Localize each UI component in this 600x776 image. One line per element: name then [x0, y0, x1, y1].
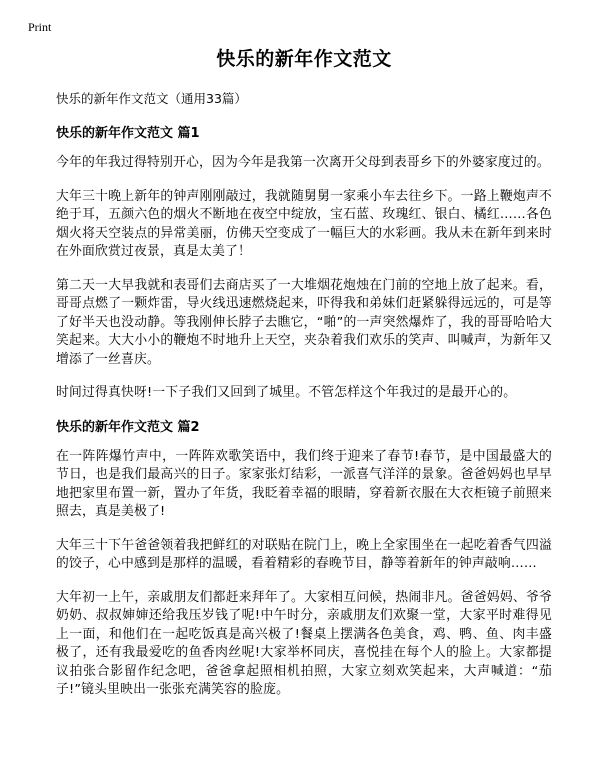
- section-heading: 快乐的新年作文范文 篇1: [56, 126, 200, 141]
- paragraph: 大年初一上午，亲戚朋友们都赶来拜年了。大家相互问候，热闹非凡。爸爸妈妈、爷爷奶奶、叔叔婶婶还给我压岁钱了呢!中午时分，亲戚朋友们欢聚一堂，大家平时难得见上一面，和他们在一起吃饭真是高兴极了!餐桌上摆满各色美食，鸡、鸭、鱼、肉丰盛极了，还有我最爱吃的鱼香肉丝呢!大家举杯同庆，喜悦挂在每个人的脸上。大家都提议拍张合影留作纪念吧，爸爸拿起照相机拍照，大家立刻欢笑起来，大声喊道：“茄子!”镜头里映出一张张充满笑容的脸庞。: [56, 589, 552, 697]
- print-link[interactable]: Print: [28, 20, 52, 34]
- paragraph: 大年三十下午爸爸领着我把鲜红的对联贴在院门上，晚上全家围坐在一起吃着香气四溢的饺子，心中感到是那样的温暖，看着精彩的春晚节目，静等着新年的钟声敲响……: [56, 537, 552, 571]
- paragraph: 在一阵阵爆竹声中，一阵阵欢歌笑语中，我们终于迎来了春节!春节，是中国最盛大的节日，也是我们最高兴的日子。家家张灯结彩，一派喜气洋洋的景象。爸爸妈妈也早早地把家里布置一新，置办了年货，我眨着幸福的眼睛，穿着新衣服在大衣柜镜子前照来照去，真是美极了!: [56, 448, 552, 519]
- document-page: [56, 46, 552, 712]
- section-2: [56, 418, 552, 700]
- document-subtitle: 快乐的新年作文范文（通用33篇）: [56, 91, 247, 106]
- section-heading: 快乐的新年作文范文 篇2: [56, 419, 200, 435]
- page-title: 快乐的新年作文范文: [216, 48, 392, 70]
- paragraph: 大年三十晚上新年的钟声刚刚敲过，我就随舅舅一家乘小车去往乡下。一路上鞭炮声不绝于耳，五颜六色的烟火不断地在夜空中绽放，宝石蓝、玫瑰红、银白、橘红……各色烟火将天空装点的异常美丽，仿佛天空变成了一幅巨大的水彩画。我从未在新年到来时在外面欣赏过夜景，真是太美了！: [56, 188, 552, 259]
- paragraph: 今年的年我过得特别开心，因为今年是我第一次离开父母到表哥乡下的外婆家度过的。: [56, 155, 550, 170]
- paragraph: 时间过得真快呀!一下子我们又回到了城里。不管怎样这个年我过的是最开心的。: [56, 385, 517, 400]
- section-1: [56, 124, 552, 403]
- paragraph: 第二天一大早我就和表哥们去商店买了一大堆烟花炮烛在门前的空地上放了起来。看，哥哥点燃了一颗炸雷，导火线迅速燃烧起来，吓得我和弟妹们赶紧躲得远远的，可是等了好半天也没动静。等我刚伸长脖子去瞧它，“啪”的一声突然爆炸了，我的哥哥哈哈大笑起来。大大小小的鞭炮不时地升上天空，夹杂着我们欢乐的笑声、叫喊声，为新年又增添了一丝喜庆。: [56, 277, 552, 367]
